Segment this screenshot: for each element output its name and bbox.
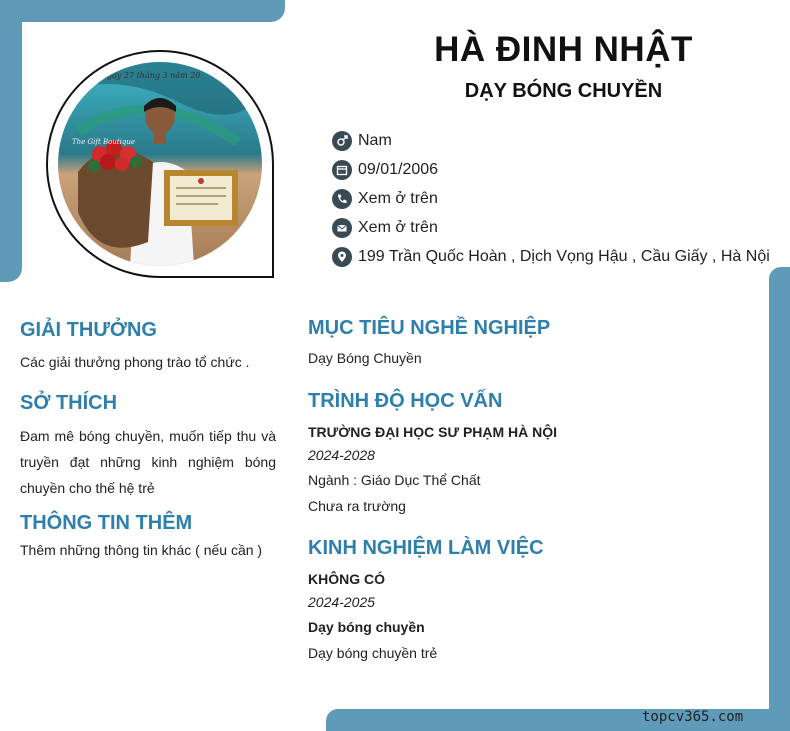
- education-school: TRƯỜNG ĐẠI HỌC SƯ PHẠM HÀ NỘI: [308, 424, 558, 440]
- phone-value: Xem ở trên: [358, 190, 438, 207]
- calendar-icon: [332, 160, 352, 180]
- candidate-name: HÀ ĐINH NHẬT: [434, 30, 693, 69]
- email-value: Xem ở trên: [358, 219, 438, 236]
- hobbies-title: SỞ THÍCH: [20, 392, 118, 414]
- experience-role: Dạy bóng chuyền: [308, 619, 425, 635]
- gender-value: Nam: [358, 132, 392, 149]
- dob-value: 09/01/2006: [358, 161, 439, 178]
- awards-title: GIẢI THƯỞNG: [20, 319, 157, 341]
- decor-bar-left: [0, 0, 22, 282]
- awards-text: Các giải thưởng phong trào tổ chức .: [20, 354, 250, 370]
- info-gender: [332, 130, 392, 152]
- envelope-icon: [332, 218, 352, 238]
- photo-banner-text: Hà Nội, ngày 27 tháng 3 năm 20: [68, 71, 201, 80]
- photo-flower-tag: The Gift Boutique: [72, 138, 136, 146]
- decor-bar-top: [0, 0, 285, 22]
- more-info-title: THÔNG TIN THÊM: [20, 512, 193, 534]
- experience-years: 2024-2025: [308, 594, 375, 610]
- address-value: 199 Trần Quốc Hoàn , Dịch Vọng Hậu , Cầu Giấy , Hà Nội: [358, 248, 770, 265]
- experience-desc: Dạy bóng chuyền trẻ: [308, 645, 438, 661]
- education-years: 2024-2028: [308, 447, 375, 463]
- info-email: [332, 217, 438, 239]
- watermark: topcv365.com: [642, 709, 744, 725]
- experience-title: KINH NGHIỆM LÀM VIỆC: [308, 537, 544, 559]
- education-status: Chưa ra trường: [308, 498, 406, 514]
- decor-bar-right: [769, 267, 790, 731]
- profile-photo: [58, 62, 262, 266]
- objective-title: MỤC TIÊU NGHỀ NGHIỆP: [308, 317, 551, 339]
- hobbies-text: Đam mê bóng chuyền, muốn tiếp thu và truyền đạt những kinh nghiệm bóng chuyền cho thế hệ trẻ: [20, 428, 276, 496]
- objective-text: Dạy Bóng Chuyền: [308, 350, 422, 366]
- experience-company: KHÔNG CÓ: [308, 571, 385, 587]
- info-phone: [332, 188, 438, 210]
- location-pin-icon: [332, 247, 352, 267]
- education-title: TRÌNH ĐỘ HỌC VẤN: [308, 390, 503, 412]
- education-major: Ngành : Giáo Dục Thể Chất: [308, 472, 481, 488]
- gender-icon: [332, 131, 352, 151]
- info-address: [332, 246, 770, 268]
- job-title: DẠY BÓNG CHUYỀN: [464, 80, 663, 102]
- info-dob: [332, 159, 438, 181]
- more-info-text: Thêm những thông tin khác ( nếu cần ): [20, 542, 263, 558]
- phone-icon: [332, 189, 352, 209]
